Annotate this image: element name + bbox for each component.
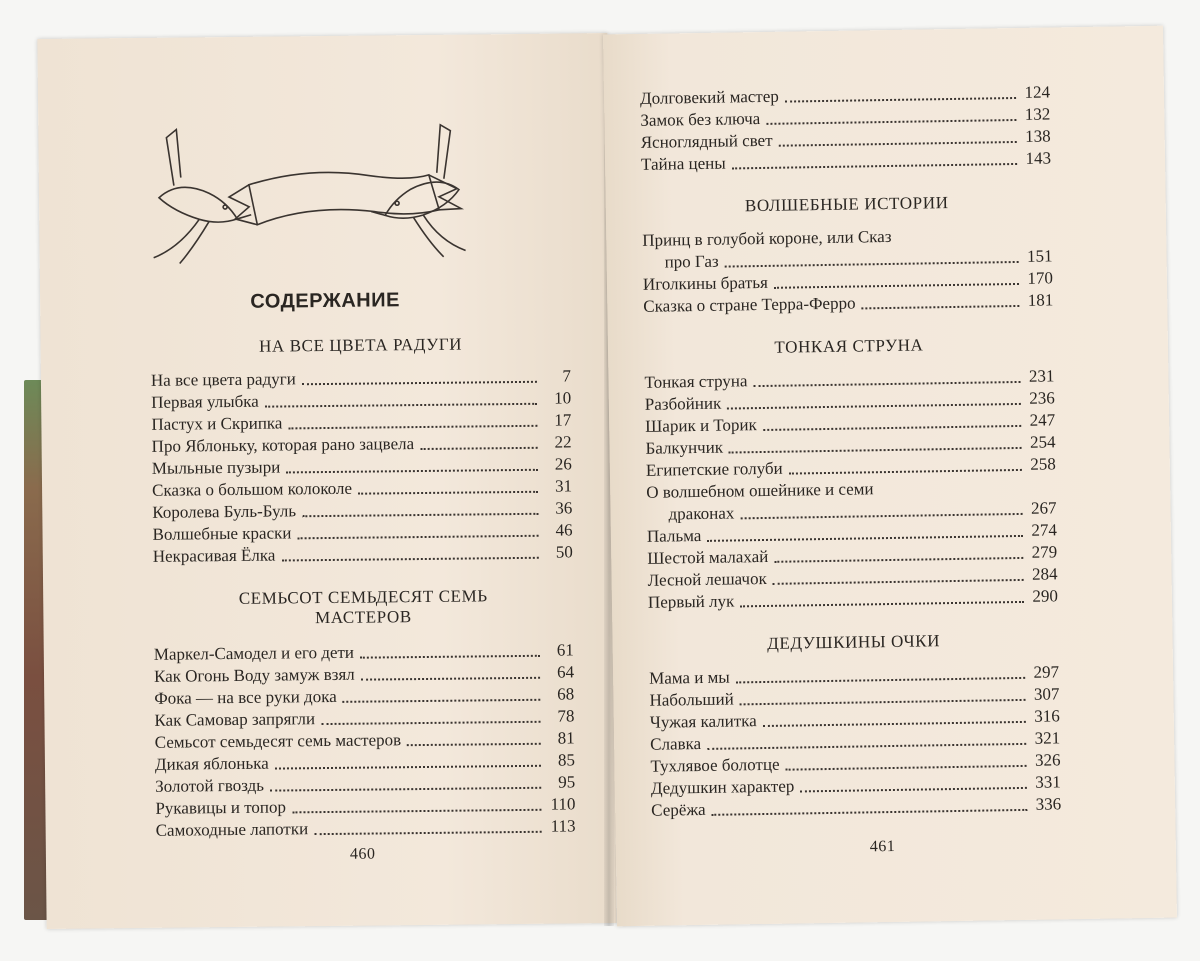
entry-title: Ясноглядный свет [640,130,773,152]
page-number-right: 461 [869,837,896,856]
entry-title: На все цвета радуги [150,369,296,390]
entry-page: 132 [1024,104,1051,124]
entry-title: Лесной лешачок [647,568,767,590]
entry-page: 36 [555,498,573,518]
section-heading: ВОЛШЕБНЫЕ ИСТОРИИ [744,193,949,216]
entry-title: Волшебные краски [152,523,292,544]
leader-dots [779,140,1017,147]
leader-dots [361,676,540,681]
entry-title: Маркел-Самодел и его дети [153,642,355,664]
entry-title: Шарик и Торик [645,415,757,436]
entry-page: 297 [1033,662,1060,682]
entry-title: Дедушкин характер [650,776,795,798]
entry-title: Первая улыбка [151,391,259,412]
section-heading: ТОНКАЯ СТРУНА [774,335,924,357]
leader-dots [314,830,542,835]
page-number-left: 460 [349,845,376,863]
entry-page: 95 [558,772,576,792]
leader-dots [740,600,1024,607]
entry-title: Как Огонь Воду замуж взял [153,664,355,686]
leader-dots [265,402,537,408]
entry-title: Балкунчик [645,437,724,458]
toc-entry[interactable] [156,815,576,841]
entry-page: 81 [557,728,575,748]
toc-left [150,333,575,841]
entry-title: Набольший [649,689,734,710]
entry-page: 143 [1025,148,1052,168]
entry-title: Как Самовар запрягли [154,709,316,730]
entry-page: 151 [1026,246,1053,266]
leader-dots [789,468,1022,475]
entry-title: Фока — на все руки дока [154,686,337,708]
leader-dots [275,764,541,770]
entry-title: драконах [668,503,735,524]
entry-page: 26 [554,454,572,474]
leader-dots [270,786,541,792]
leader-dots [740,512,1022,519]
entry-title: Тайна цены [640,153,726,174]
entry-title: Про Яблоньку, которая рано зацвела [151,434,415,456]
leader-dots [725,260,1019,268]
entry-title: Рукавицы и топор [155,797,287,818]
leader-dots [740,698,1026,705]
entry-page: 7 [562,366,572,386]
leader-dots [292,808,541,814]
entry-page: 46 [555,520,573,540]
entry-page: 61 [556,640,574,660]
entry-title: Тонкая струна [644,371,748,392]
entry-page: 85 [557,750,576,770]
left-page [37,33,616,929]
leader-dots [732,162,1017,169]
entry-title: Королева Буль-Буль [152,501,297,522]
leader-dots [763,424,1021,431]
leader-dots [420,446,538,450]
entry-title: Сказка о стране Терра-Ферро [643,293,856,316]
entry-title: Некрасивая Ёлка [152,545,276,566]
entry-title: Иголкины братья [642,272,769,294]
entry-page: 258 [1030,454,1056,474]
leader-dots [766,118,1016,125]
section-heading: ДЕДУШКИНЫ ОЧКИ [767,631,941,653]
leader-dots [707,742,1026,750]
entry-page: 290 [1032,586,1059,606]
entry-page: 236 [1029,388,1055,408]
entry-title-line1: Принц в голубой короне, или Сказ [642,226,892,250]
entry-title: Дикая яблонька [154,753,269,774]
entry-page: 110 [550,794,576,814]
leader-dots [360,654,540,659]
entry-title: про Газ [664,251,719,272]
entry-page: 10 [554,388,572,408]
toc-entry[interactable] [153,541,573,567]
entry-title: Пастух и Скрипка [151,413,283,434]
entry-page: 50 [555,542,573,562]
entry-title: Чужая калитка [649,711,757,732]
entry-page: 64 [556,662,575,682]
entry-page: 284 [1031,564,1058,584]
leader-dots [288,424,537,430]
entry-page: 170 [1027,268,1054,288]
entry-title: Египетские голуби [645,458,783,480]
leader-dots [302,380,537,385]
entry-page: 316 [1034,706,1060,726]
leader-dots [321,720,540,725]
entry-title: Славка [650,734,702,754]
entry-page: 181 [1027,290,1054,310]
leader-dots [707,534,1023,542]
leader-dots [286,468,538,474]
entry-title: Серёжа [651,799,706,820]
leader-dots [800,786,1027,793]
leader-dots [785,96,1016,103]
leader-dots [774,556,1023,563]
leader-dots [712,808,1028,816]
leader-dots [343,698,541,703]
entry-page: 331 [1035,772,1061,792]
entry-page: 78 [557,706,575,726]
leader-dots [786,764,1027,771]
entry-title: Долговекий мастер [639,86,779,108]
leader-dots [727,402,1021,410]
entry-page: 68 [557,684,575,704]
entry-page: 321 [1034,728,1061,748]
leader-dots [774,282,1019,289]
entry-page: 231 [1028,366,1055,386]
entry-title: Семьсот семьдесят семь мастеров [154,730,402,752]
toc-right [640,81,1061,821]
entry-page: 267 [1030,498,1057,518]
leader-dots [358,490,538,495]
leader-dots [862,304,1020,309]
entry-title: Сказка о большом колоколе [151,478,353,500]
leader-dots [297,534,538,540]
entry-title: Мама и мы [648,667,730,688]
birds-ribbon-ornament [138,104,480,288]
entry-title: Шестой малахай [647,546,769,568]
entry-title: Разбойник [644,393,722,414]
leader-dots [281,556,538,562]
entry-page: 307 [1033,684,1060,704]
entry-title: Тухлявое болотце [650,754,780,776]
entry-page: 124 [1024,82,1051,102]
entry-page: 17 [554,410,572,430]
leader-dots [729,446,1022,454]
entry-page: 247 [1029,410,1056,430]
section-heading-line2: МАСТЕРОВ [314,607,412,628]
entry-page: 138 [1025,126,1051,146]
section-heading: НА ВСЕ ЦВЕТА РАДУГИ [258,334,463,356]
contents-title: СОДЕРЖАНИЕ [250,289,401,313]
entry-page: 279 [1031,542,1058,562]
entry-title: Замок без ключа [640,108,761,130]
entry-page: 336 [1035,794,1062,814]
entry-title-line1: О волшебном ошейнике и семи [646,479,874,502]
leader-dots [773,578,1024,585]
entry-page: 274 [1031,520,1058,540]
section-heading: СЕМЬСОТ СЕМЬДЕСЯТ СЕМЬ [238,586,488,608]
entry-page: 326 [1034,750,1061,770]
leader-dots [302,512,538,517]
leader-dots [407,742,541,746]
leader-dots [736,676,1025,684]
entry-title: Золотой гвоздь [155,775,265,796]
entry-title: Пальма [646,525,702,546]
entry-page: 113 [550,816,576,836]
entry-title: Первый лук [647,591,735,612]
entry-page: 22 [554,432,572,452]
right-page [603,26,1177,927]
entry-page: 254 [1029,432,1056,452]
entry-page: 31 [554,476,573,496]
leader-dots [753,380,1020,387]
entry-title: Мыльные пузыри [151,457,281,478]
entry-title: Самоходные лапотки [155,819,309,840]
leader-dots [763,720,1026,727]
